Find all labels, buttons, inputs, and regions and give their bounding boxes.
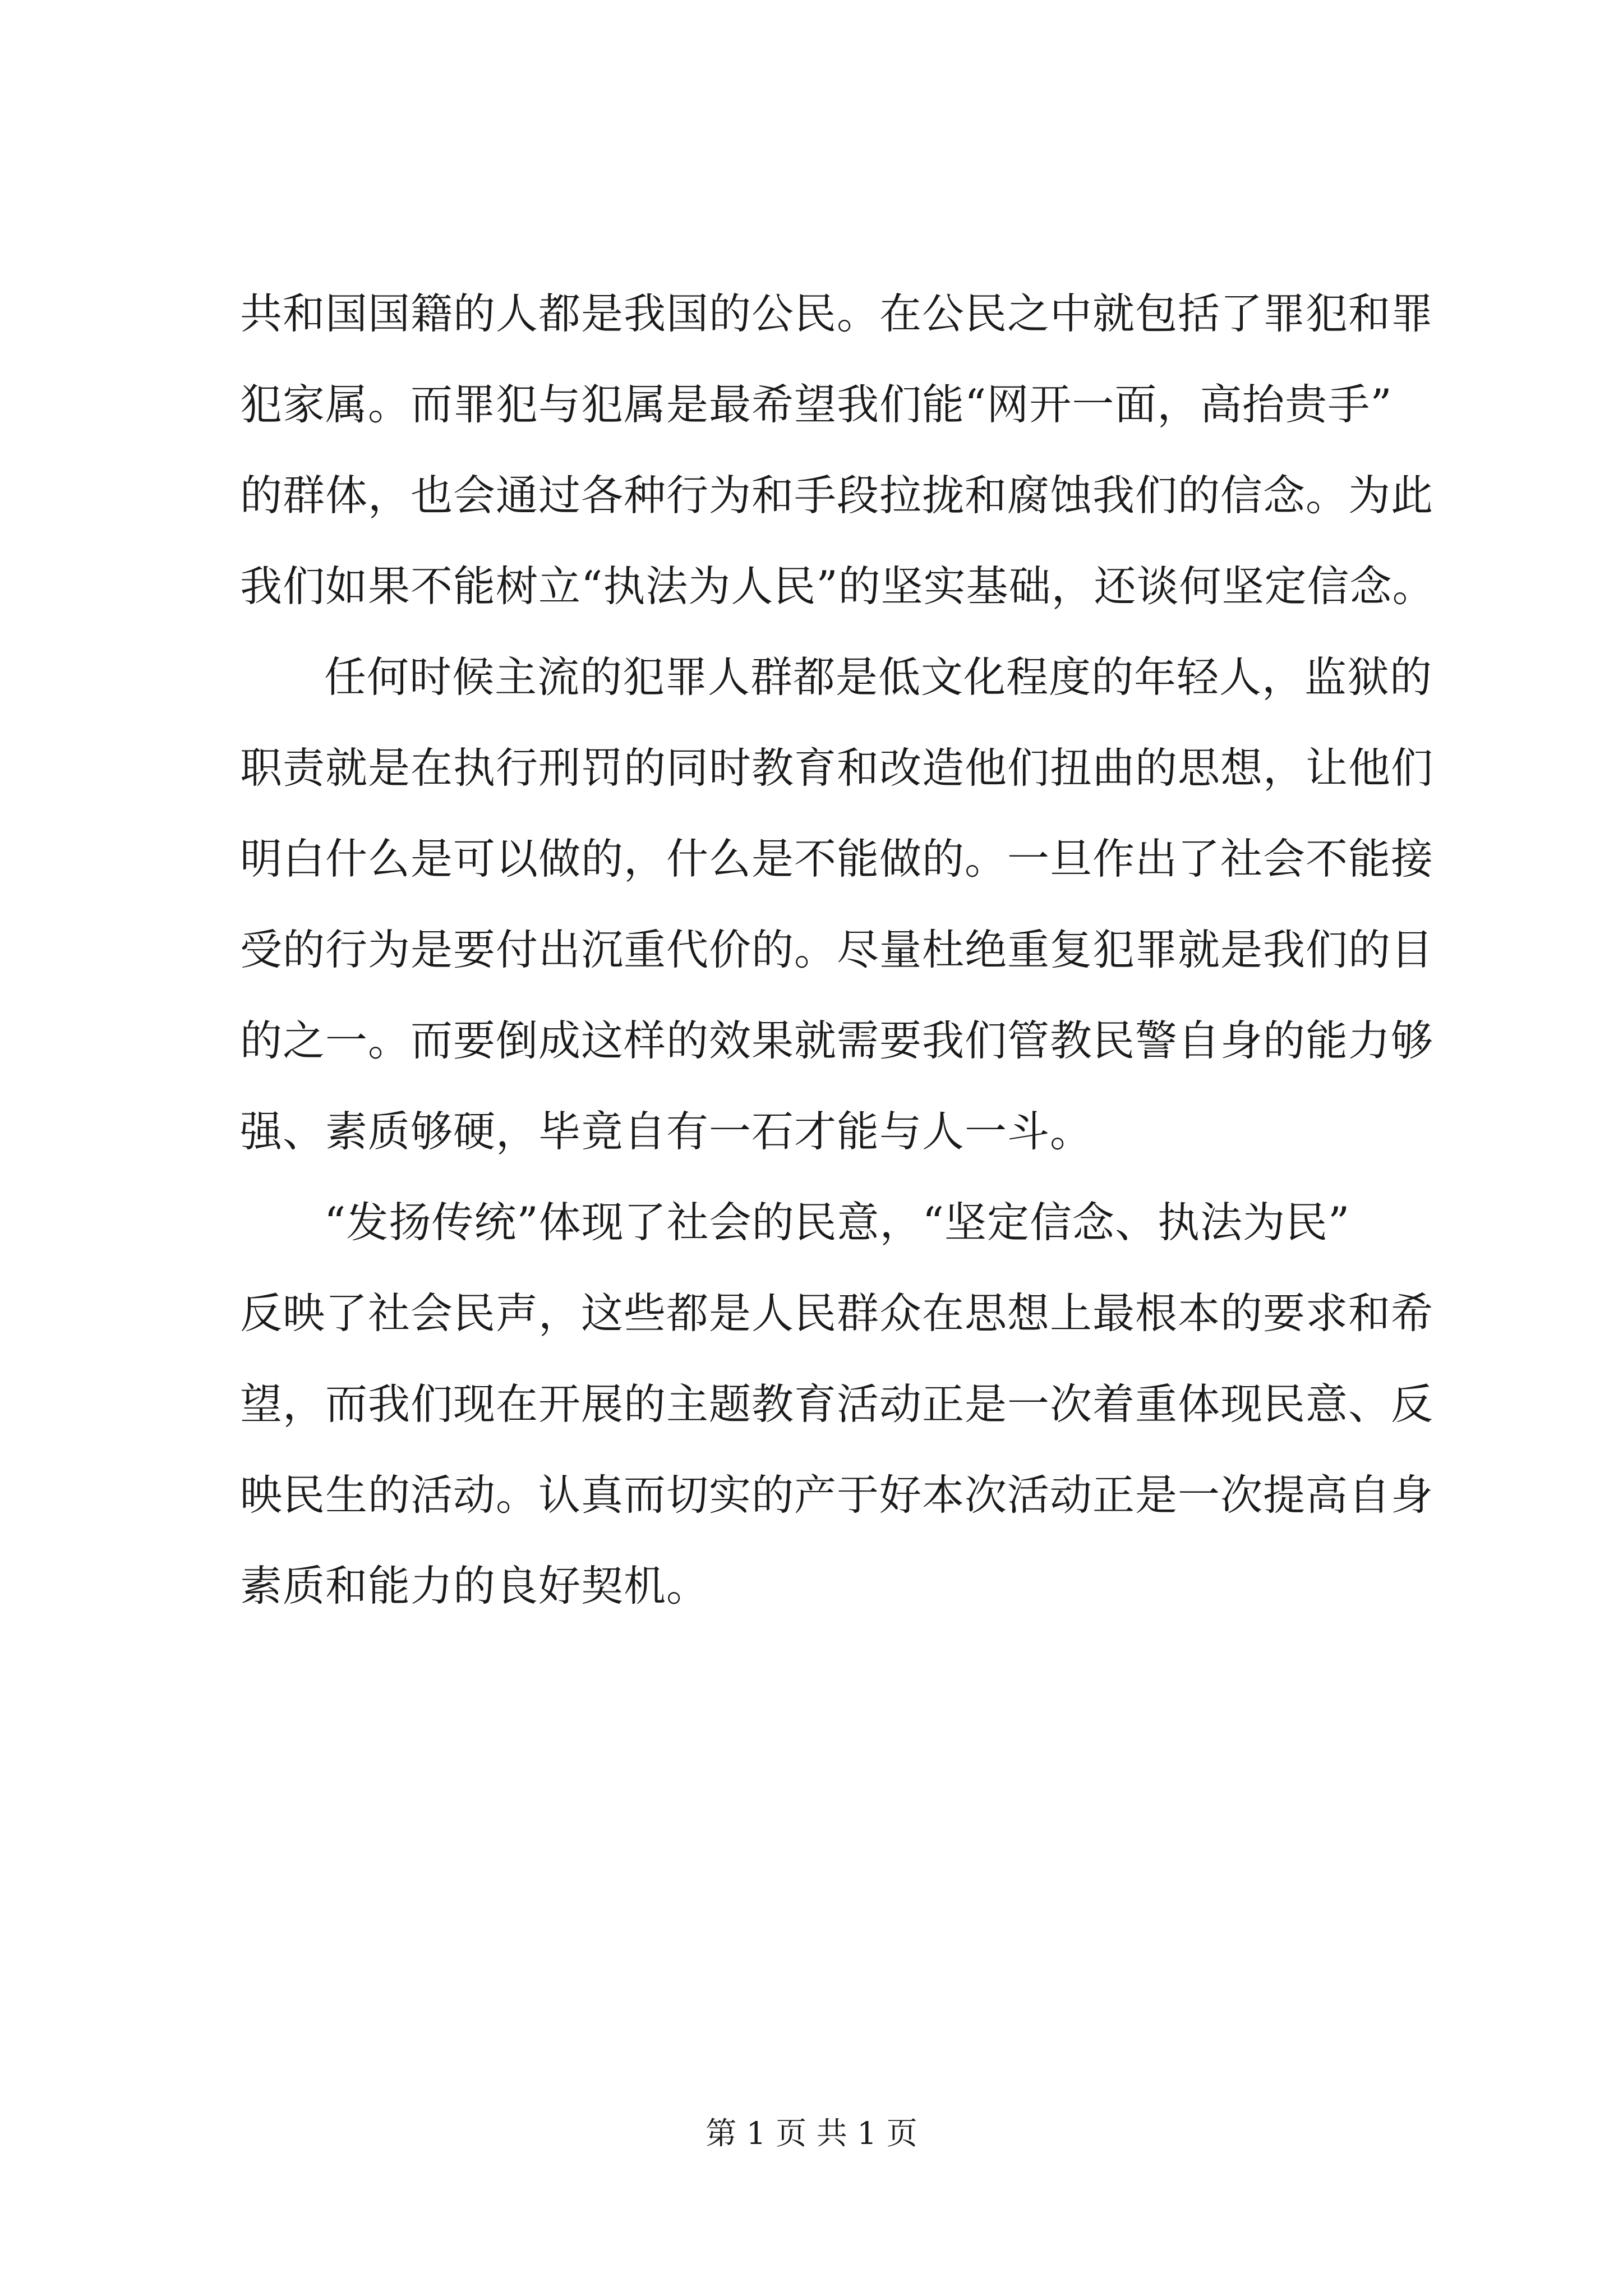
text-line: 我们如果不能树立“执法为人民”的坚实基础，还谈何坚定信念。 [240, 562, 1435, 611]
text-line: 明白什么是可以做的，什么是不能做的。一旦作出了社会不能接 [240, 834, 1434, 884]
text-line: 望，而我们现在开展的主题教育活动正是一次着重体现民意、反 [240, 1379, 1434, 1429]
page-number-footer: 第 1 页 共 1 页 [706, 2115, 917, 2151]
text-line: 素质和能力的良好契机。 [240, 1561, 709, 1611]
text-line: 的之一。而要倒成这样的效果就需要我们管教民警自身的能力够 [240, 1016, 1434, 1065]
text-line: 反映了社会民声，这些都是人民群众在思想上最根本的要求和希 [240, 1289, 1434, 1338]
text-line: 犯家属。而罪犯与犯属是最希望我们能“网开一面，高抬贵手” [240, 380, 1393, 429]
text-line: 职责就是在执行刑罚的同时教育和改造他们扭曲的思想，让他们 [240, 743, 1434, 793]
text-line: 受的行为是要付出沉重代价的。尽量杜绝重复犯罪就是我们的目 [240, 925, 1434, 974]
text-line: 强、素质够硬，毕竟自有一石才能与人一斗。 [240, 1107, 1093, 1156]
paragraph-first-line: 任何时候主流的犯罪人群都是低文化程度的年轻人，监狱的 [324, 652, 1433, 702]
text-line: 的群体，也会通过各种行为和手段拉拢和腐蚀我们的信念。为此 [240, 471, 1434, 520]
text-line: 映民生的活动。认真而切实的产于好本次活动正是一次提高自身 [240, 1470, 1434, 1520]
text-line: 共和国国籍的人都是我国的公民。在公民之中就包括了罪犯和罪 [240, 289, 1434, 338]
document-body [240, 268, 1435, 1631]
paragraph-first-line: “发扬传统”体现了社会的民意，“坚定信念、执法为民” [324, 1198, 1350, 1247]
